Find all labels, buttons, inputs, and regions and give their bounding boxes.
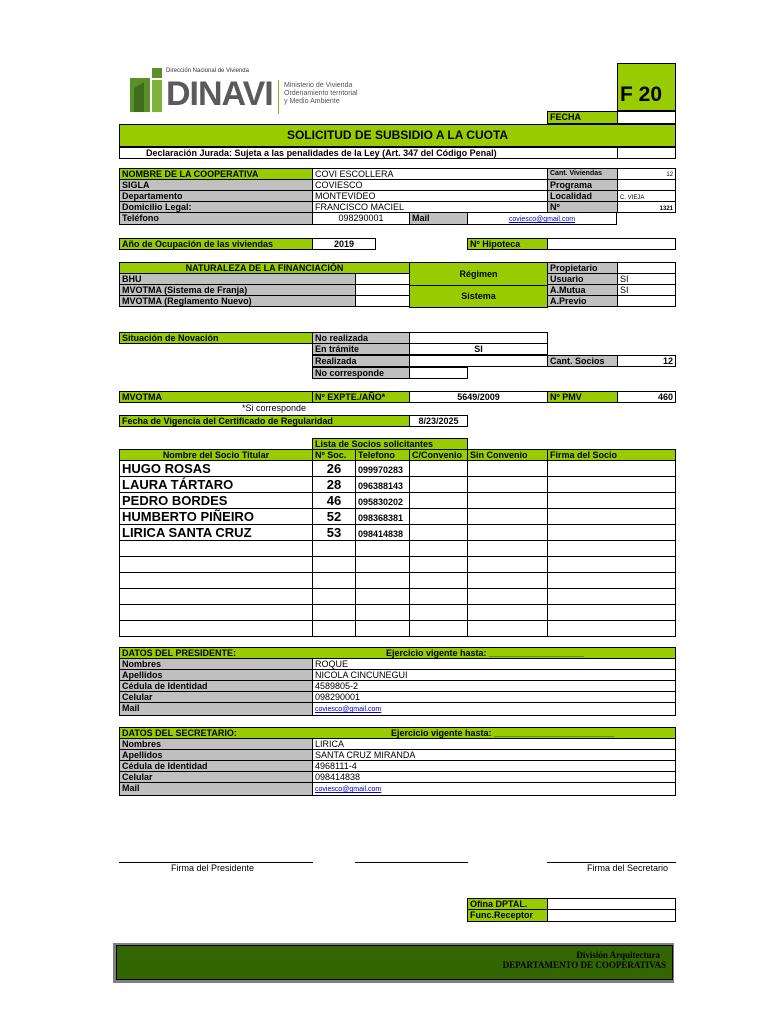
realizada-field[interactable] xyxy=(409,355,548,367)
socios-list-title: Lista de Socios solicitantes xyxy=(312,438,468,450)
expte-label: Nº EXPTE./AÑO* xyxy=(312,391,410,403)
declaration xyxy=(119,147,618,159)
socio-name xyxy=(119,620,313,637)
mail-field[interactable] xyxy=(467,212,617,225)
socio-firma[interactable] xyxy=(547,476,676,493)
no-corresponde-field[interactable] xyxy=(409,367,468,379)
numero-field[interactable]: 1321 xyxy=(617,201,676,213)
socio-sin-convenio[interactable] xyxy=(467,524,548,541)
socio-name xyxy=(119,588,313,605)
vigencia-label: Fecha de Vigencia del Certificado de Regularidad xyxy=(119,415,410,427)
socio-sin-convenio[interactable] xyxy=(467,508,548,525)
socio-phone: 099970283 xyxy=(355,460,410,477)
socio-sin-convenio[interactable] xyxy=(467,588,548,605)
secretary-ejercicio: Ejercicio vigente hasta: ________________________ xyxy=(391,728,615,738)
socio-number xyxy=(312,620,356,637)
telefono-field[interactable]: 098290001 xyxy=(312,212,410,225)
socio-con-convenio[interactable] xyxy=(409,476,468,493)
socio-con-convenio[interactable] xyxy=(409,524,468,541)
ministry-line: y Medio Ambiente xyxy=(284,98,340,105)
socio-sin-convenio[interactable] xyxy=(467,460,548,477)
socio-con-convenio[interactable] xyxy=(409,508,468,525)
president-signature-label: Firma del Presidente xyxy=(171,863,255,873)
house-logo-icon xyxy=(130,68,170,116)
propietario-label: Propietario xyxy=(547,262,618,274)
novacion-label: Situación de Novación xyxy=(119,332,313,344)
socio-number xyxy=(312,556,356,573)
socio-con-convenio[interactable] xyxy=(409,620,468,637)
hipoteca-label: Nº Hipoteca xyxy=(467,238,548,250)
ministry-line: Ordenamiento territorial xyxy=(284,90,358,97)
socio-con-convenio[interactable] xyxy=(409,556,468,573)
en-tramite-label: En trámite xyxy=(312,343,410,355)
fecha-label: FECHA xyxy=(547,111,618,124)
socio-number: 46 xyxy=(312,492,356,509)
footer-banner xyxy=(116,945,673,980)
cant-viviendas-label: Cant. Viviendas xyxy=(547,168,618,180)
president-celular-label: Celular xyxy=(119,691,313,703)
socio-firma[interactable] xyxy=(547,540,676,557)
socio-con-convenio[interactable] xyxy=(409,572,468,589)
secretary-mail-label: Mail xyxy=(119,782,313,796)
sistema-text: Sistema xyxy=(461,291,496,301)
ofina-label: Ofina DPTAL. xyxy=(467,898,548,910)
realizada-label: Realizada xyxy=(312,355,410,367)
president-nombres-field[interactable]: ROQUE xyxy=(312,658,676,670)
sistema-label xyxy=(409,285,548,308)
ministry-line: Ministerio de Vivienda xyxy=(284,82,353,89)
socio-firma[interactable] xyxy=(547,508,676,525)
socios-header-conv: C/Convenio xyxy=(409,449,468,461)
socios-header-sinconv: Sin Convenio xyxy=(467,449,548,461)
socio-number xyxy=(312,572,356,589)
func-label: Func.Receptor xyxy=(467,909,548,922)
usuario-label: Usuario xyxy=(547,273,618,285)
footer-line-1: División Arquitectura xyxy=(576,950,660,960)
socio-phone xyxy=(355,604,410,621)
departamento-label: Departamento xyxy=(119,190,313,202)
president-nombres-label: Nombres xyxy=(119,658,313,670)
socio-phone xyxy=(355,556,410,573)
fecha-field[interactable] xyxy=(617,111,676,124)
socio-sin-convenio[interactable] xyxy=(467,540,548,557)
socio-sin-convenio[interactable] xyxy=(467,604,548,621)
socios-header-tel: Telefono xyxy=(355,449,410,461)
secretary-cedula-label: Cédula de Identidad xyxy=(119,760,313,772)
sigla-field[interactable]: COVIESCO xyxy=(312,179,548,191)
socio-number: 28 xyxy=(312,476,356,493)
amutua-label: A.Mutua xyxy=(547,284,618,296)
socio-firma[interactable] xyxy=(547,620,676,637)
coop-name-field[interactable]: COVI ESCOLLERA xyxy=(312,168,548,180)
func-field[interactable] xyxy=(547,909,676,922)
socio-number: 53 xyxy=(312,524,356,541)
expte-field[interactable]: 5649/2009 xyxy=(409,391,548,403)
form-code-text: F 20 xyxy=(620,83,663,106)
socios-header-num: Nº Soc. xyxy=(312,449,356,461)
socio-name xyxy=(119,540,313,557)
pmv-label: Nº PMV xyxy=(547,391,618,403)
aprevio-field[interactable] xyxy=(617,295,676,307)
financiacion-header: NATURALEZA DE LA FINANCIACIÓN xyxy=(119,262,410,274)
socio-number xyxy=(312,588,356,605)
socio-name: HUGO ROSAS xyxy=(119,460,313,477)
mail-link[interactable]: coviesco@gmail.com xyxy=(508,216,576,223)
secretary-header-text: DATOS DEL SECRETARIO: xyxy=(122,728,237,738)
socio-firma[interactable] xyxy=(547,588,676,605)
socios-header-name: Nombre del Socio Titular xyxy=(119,449,313,461)
logo-divider xyxy=(278,80,279,114)
socio-phone xyxy=(355,540,410,557)
reglamento-label: MVOTMA (Reglamento Nuevo) xyxy=(119,295,356,307)
socio-name: LIRICA SANTA CRUZ xyxy=(119,524,313,541)
president-ejercicio: Ejercicio vigente hasta: ___________________ xyxy=(386,648,585,658)
socio-phone xyxy=(355,620,410,637)
president-cedula-field[interactable]: 4589805-2 xyxy=(312,680,676,692)
socio-sin-convenio[interactable] xyxy=(467,556,548,573)
form-title xyxy=(119,124,676,147)
socio-name xyxy=(119,572,313,589)
domicilio-field[interactable]: FRANCISCO MACIEL xyxy=(312,201,548,213)
socio-number: 52 xyxy=(312,508,356,525)
departamento-field[interactable]: MONTEVIDEO xyxy=(312,190,548,202)
regimen-text: Régimen xyxy=(459,269,498,279)
cant-socios-label: Cant. Socios xyxy=(547,355,618,367)
regimen-label xyxy=(409,262,548,286)
form-code xyxy=(617,63,676,111)
socio-phone: 098368381 xyxy=(355,508,410,525)
pmv-field[interactable]: 460 xyxy=(617,391,676,403)
socio-name: LAURA TÁRTARO xyxy=(119,476,313,493)
declaration-text: Declaración Jurada: Sujeta a las penalidades de la Ley (Art. 347 del Código Penal) xyxy=(146,148,497,158)
socios-header-firma: Firma del Socio xyxy=(547,449,676,461)
localidad-field[interactable]: C. VIEJA xyxy=(617,190,676,202)
secretary-nombres-field[interactable]: LIRICA xyxy=(312,738,676,750)
usuario-field[interactable]: SI xyxy=(617,273,676,285)
president-apellidos-label: Apellidos xyxy=(119,669,313,681)
aprevio-label: A.Previo xyxy=(547,295,618,307)
socio-firma[interactable] xyxy=(547,460,676,477)
secretary-celular-field[interactable]: 098414838 xyxy=(312,771,676,783)
mvotma-label: MVOTMA xyxy=(119,391,313,403)
socio-name xyxy=(119,556,313,573)
president-mail-label: Mail xyxy=(119,702,313,716)
secretary-celular-label: Celular xyxy=(119,771,313,783)
secretary-mail-field[interactable] xyxy=(312,782,676,796)
vigencia-field[interactable]: 8/23/2025 xyxy=(409,415,468,427)
cant-viviendas-field[interactable]: 12 xyxy=(617,168,676,180)
ministry-text xyxy=(284,82,358,106)
amutua-field[interactable]: SI xyxy=(617,284,676,296)
socio-con-convenio[interactable] xyxy=(409,492,468,509)
socio-sin-convenio[interactable] xyxy=(467,620,548,637)
socio-phone: 095830202 xyxy=(355,492,410,509)
logo-small-text: Dirección Nacional de Vivienda xyxy=(166,68,249,74)
hipoteca-field[interactable] xyxy=(547,238,676,250)
president-mail-field[interactable] xyxy=(312,702,676,716)
domicilio-label: Domicilio Legal: xyxy=(119,201,313,213)
president-mail-link[interactable]: coviesco@gmail.com xyxy=(315,706,382,713)
middle-signature-line xyxy=(355,862,468,863)
socio-firma[interactable] xyxy=(547,604,676,621)
socio-number xyxy=(312,604,356,621)
telefono-label: Teléfono xyxy=(119,212,313,225)
mail-label: Mail xyxy=(409,212,468,225)
socio-phone xyxy=(355,572,410,589)
socio-phone: 096388143 xyxy=(355,476,410,493)
socio-con-convenio[interactable] xyxy=(409,460,468,477)
secretary-apellidos-field[interactable]: SANTA CRUZ MIRANDA xyxy=(312,749,676,761)
no-corresponde-label: No corresponde xyxy=(312,367,410,379)
en-tramite-field[interactable]: SI xyxy=(409,343,548,355)
socio-name xyxy=(119,604,313,621)
socio-firma[interactable] xyxy=(547,524,676,541)
socio-con-convenio[interactable] xyxy=(409,604,468,621)
no-realizada-label: No realizada xyxy=(312,332,410,344)
secretary-apellidos-label: Apellidos xyxy=(119,749,313,761)
socio-number: 26 xyxy=(312,460,356,477)
socio-firma[interactable] xyxy=(547,492,676,509)
dinavi-logo xyxy=(128,66,363,118)
secretary-cedula-field[interactable]: 4968111-4 xyxy=(312,760,676,772)
socio-number xyxy=(312,540,356,557)
programa-label: Programa xyxy=(547,179,618,191)
socio-name: HUMBERTO PIÑEIRO xyxy=(119,508,313,525)
ocupacion-label: Año de Ocupación de las viviendas xyxy=(119,238,313,250)
president-header-text: DATOS DEL PRESIDENTE: xyxy=(122,648,237,658)
ocupacion-field[interactable]: 2019 xyxy=(312,238,376,250)
president-apellidos-field[interactable]: NICOLA CINCUNEGUI xyxy=(312,669,676,681)
logo-big-text: DINAVI xyxy=(166,75,273,113)
socio-name: PEDRO BORDES xyxy=(119,492,313,509)
socio-sin-convenio[interactable] xyxy=(467,572,548,589)
socio-firma[interactable] xyxy=(547,556,676,573)
socio-sin-convenio[interactable] xyxy=(467,476,548,493)
declaration-extra xyxy=(617,147,676,159)
footer-line-2: DEPARTAMENTO DE COOPERATIVAS xyxy=(502,960,666,970)
localidad-label: Localidad xyxy=(547,190,618,202)
secretary-signature-label: Firma del Secretario xyxy=(587,863,669,873)
socio-phone xyxy=(355,588,410,605)
bhu-label: BHU xyxy=(119,273,356,285)
president-celular-field[interactable]: 098290001 xyxy=(312,691,676,703)
socio-con-convenio[interactable] xyxy=(409,588,468,605)
secretary-nombres-label: Nombres xyxy=(119,738,313,750)
cant-socios-field[interactable]: 12 xyxy=(617,355,676,367)
socio-firma[interactable] xyxy=(547,572,676,589)
coop-name-label: NOMBRE DE LA COOPERATIVA xyxy=(119,168,313,180)
reglamento-field[interactable] xyxy=(355,295,410,307)
socio-phone: 098414838 xyxy=(355,524,410,541)
form-title-text: SOLICITUD DE SUBSIDIO A LA CUOTA xyxy=(286,128,509,142)
si-corresponde-note: *Si corresponde xyxy=(242,403,307,413)
socio-sin-convenio[interactable] xyxy=(467,492,548,509)
numero-label: Nº xyxy=(547,201,618,213)
sigla-label: SIGLA xyxy=(119,179,313,191)
president-cedula-label: Cédula de Identidad xyxy=(119,680,313,692)
socio-con-convenio[interactable] xyxy=(409,540,468,557)
secretary-mail-link[interactable]: coviesco@gmail.com xyxy=(315,786,382,793)
franja-label: MVOTMA (Sistema de Franja) xyxy=(119,284,356,296)
